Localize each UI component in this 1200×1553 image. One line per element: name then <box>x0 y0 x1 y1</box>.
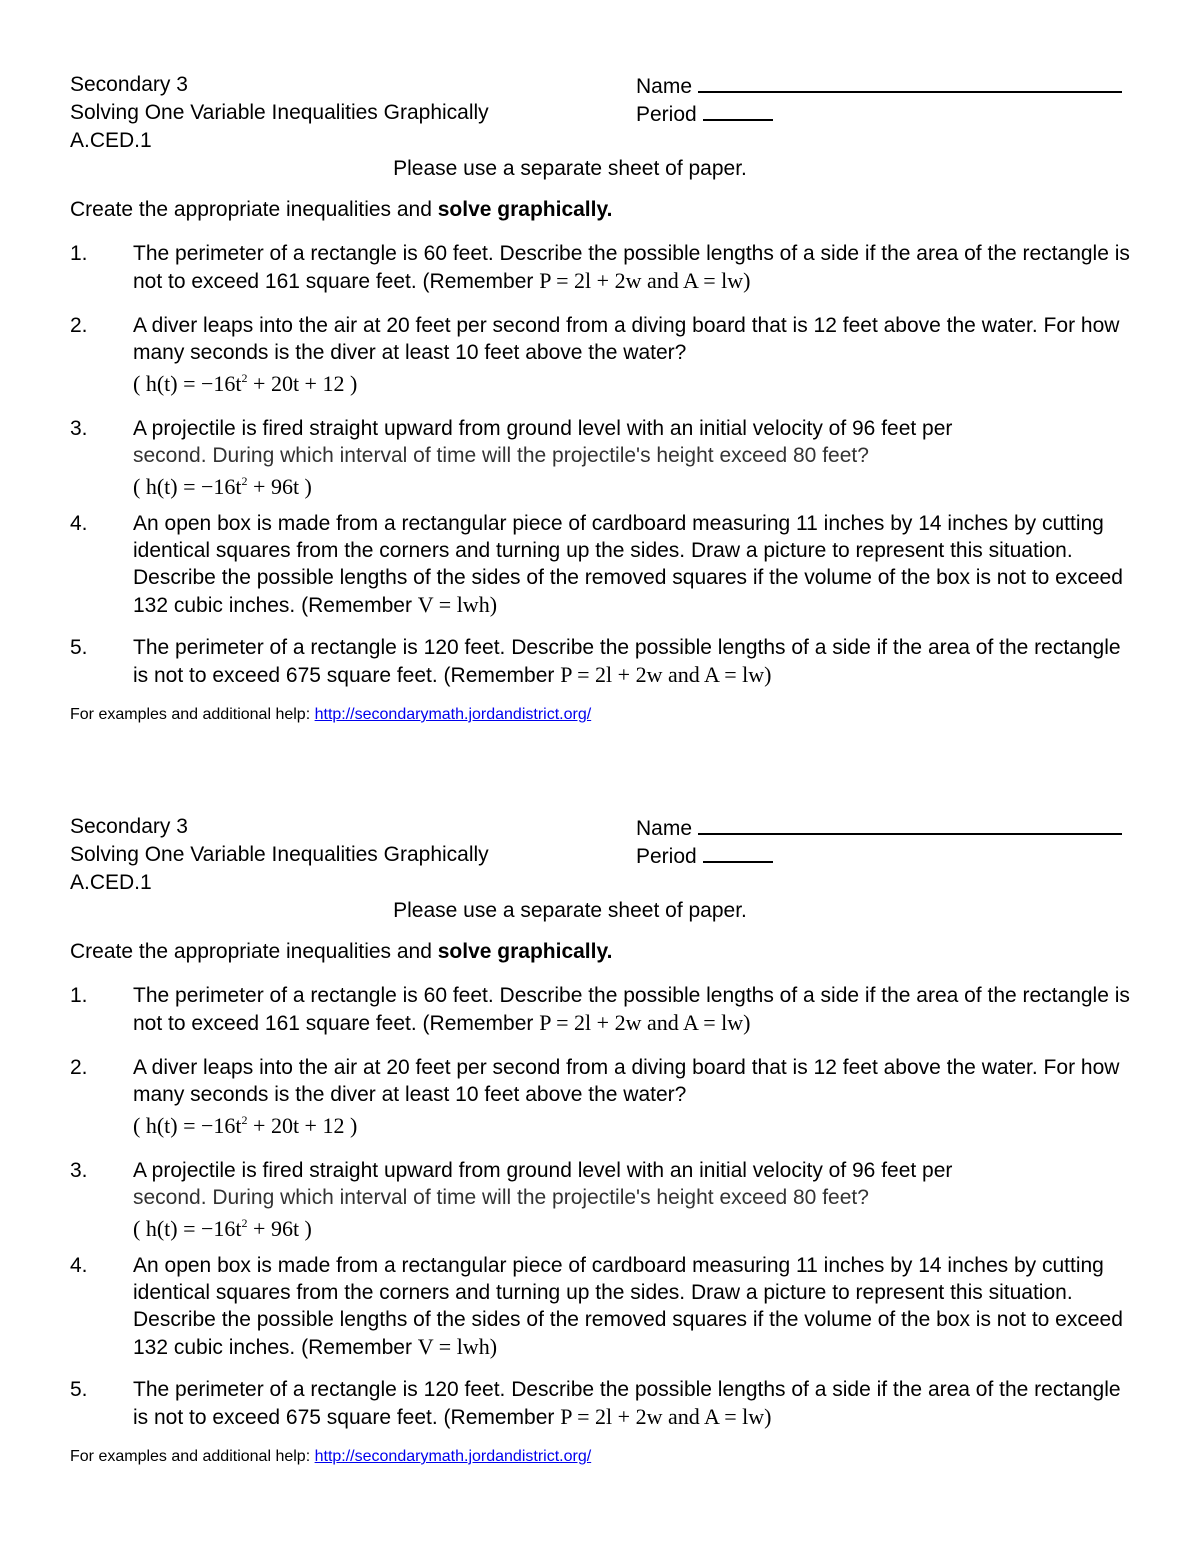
question-text: An open box is made from a rectangular piece of cardboard measuring 11 inches by 14 inches by cutting identical squares from the corners and turning up the sides. Draw a picture to represent this situation. Describe the possible lengths of the sides of the removed squares if the volume of the box is not to exceed 132 cubic inches. (Remember <box>133 1254 1123 1359</box>
question-text-continued: second. During which interval of time will the projectile's height exceed 80 feet? <box>133 1186 869 1209</box>
worksheet-header <box>70 813 1140 895</box>
question-5 <box>70 634 1140 689</box>
question-number: 4. <box>70 1254 88 1277</box>
formula: ( $h(t) = -16t^2 + 20t + 12$ ) <box>133 1113 358 1138</box>
name-blank[interactable] <box>698 71 1122 93</box>
help-footer <box>70 701 1140 728</box>
question-text: A diver leaps into the air at 20 feet per second from a diving board that is 12 feet above the water. For how many seconds is the diver at least 10 feet above the water? <box>133 1056 1120 1106</box>
formula: ( $h(t) = -16t^2 + 20t + 12$ ) <box>133 371 358 396</box>
worksheet-title: Solving One Variable Inequalities Graphically <box>70 843 489 866</box>
question-2 <box>70 312 1140 397</box>
period-field[interactable] <box>636 99 773 128</box>
paper-note: Please use a separate sheet of paper. <box>393 157 747 180</box>
worksheet-2 <box>70 813 1140 1470</box>
formula: V = lwh) <box>417 592 498 617</box>
question-number: 3. <box>70 1159 88 1182</box>
formula: P = 2l + 2w and A = lw) <box>539 268 751 293</box>
help-label: For examples and additional help: <box>70 1448 315 1465</box>
question-number: 5. <box>70 1378 88 1401</box>
question-text: A diver leaps into the air at 20 feet per second from a diving board that is 12 feet above the water. For how many seconds is the diver at least 10 feet above the water? <box>133 314 1120 364</box>
question-text-continued: second. During which interval of time will the projectile's height exceed 80 feet? <box>133 444 869 467</box>
period-label: Period <box>636 845 697 868</box>
course-label: Secondary 3 <box>70 73 188 96</box>
question-3 <box>70 415 1140 500</box>
course-label: Secondary 3 <box>70 815 188 838</box>
help-footer <box>70 1443 1140 1470</box>
question-number: 2. <box>70 314 88 337</box>
help-link[interactable]: http://secondarymath.jordandistrict.org/ <box>314 1448 592 1465</box>
worksheet-1 <box>70 71 1140 728</box>
formula: ( $h(t) = -16t^2 + 96t$ ) <box>133 474 312 499</box>
standard-code: A.CED.1 <box>70 871 152 894</box>
question-number: 2. <box>70 1056 88 1079</box>
question-text: A projectile is fired straight upward from ground level with an initial velocity of 96 feet per <box>133 1159 953 1182</box>
period-blank[interactable] <box>703 841 773 863</box>
question-4 <box>70 1252 1140 1361</box>
formula: P = 2l + 2w and A = lw) <box>560 662 772 687</box>
question-number: 1. <box>70 242 88 265</box>
worksheet-header <box>70 71 1140 153</box>
standard-code: A.CED.1 <box>70 129 152 152</box>
question-3 <box>70 1157 1140 1242</box>
period-field[interactable] <box>636 841 773 870</box>
question-text: The perimeter of a rectangle is 60 feet. Describe the possible lengths of a side if the area of the rectangle is not to exceed 161 square feet. (Remember <box>133 984 1130 1035</box>
name-label: Name <box>636 817 693 840</box>
formula: P = 2l + 2w and A = lw) <box>560 1404 772 1429</box>
instructions: Create the appropriate inequalities and solve graphically. <box>70 940 613 963</box>
question-text: The perimeter of a rectangle is 120 feet. Describe the possible lengths of a side if the area of the rectangle is not to exceed 675 square feet. (Remember <box>133 1378 1121 1429</box>
question-number: 3. <box>70 417 88 440</box>
question-2 <box>70 1054 1140 1139</box>
question-number: 5. <box>70 636 88 659</box>
name-field[interactable] <box>636 71 1122 100</box>
question-text: An open box is made from a rectangular piece of cardboard measuring 11 inches by 14 inches by cutting identical squares from the corners and turning up the sides. Draw a picture to represent this situation. Describe the possible lengths of the sides of the removed squares if the volume of the box is not to exceed 132 cubic inches. (Remember <box>133 512 1123 617</box>
help-link[interactable]: http://secondarymath.jordandistrict.org/ <box>314 706 592 723</box>
help-label: For examples and additional help: <box>70 706 315 723</box>
name-label: Name <box>636 75 693 98</box>
paper-note: Please use a separate sheet of paper. <box>393 899 747 922</box>
question-5 <box>70 1376 1140 1431</box>
question-number: 1. <box>70 984 88 1007</box>
question-1 <box>70 240 1140 295</box>
question-text: A projectile is fired straight upward from ground level with an initial velocity of 96 feet per <box>133 417 953 440</box>
period-blank[interactable] <box>703 99 773 121</box>
question-4 <box>70 510 1140 619</box>
question-number: 4. <box>70 512 88 535</box>
worksheet-title: Solving One Variable Inequalities Graphically <box>70 101 489 124</box>
period-label: Period <box>636 103 697 126</box>
name-blank[interactable] <box>698 813 1122 835</box>
formula: P = 2l + 2w and A = lw) <box>539 1010 751 1035</box>
question-1 <box>70 982 1140 1037</box>
formula: V = lwh) <box>417 1334 498 1359</box>
name-field[interactable] <box>636 813 1122 842</box>
question-text: The perimeter of a rectangle is 120 feet. Describe the possible lengths of a side if the area of the rectangle is not to exceed 675 square feet. (Remember <box>133 636 1121 687</box>
question-text: The perimeter of a rectangle is 60 feet. Describe the possible lengths of a side if the area of the rectangle is not to exceed 161 square feet. (Remember <box>133 242 1130 293</box>
formula: ( $h(t) = -16t^2 + 96t$ ) <box>133 1216 312 1241</box>
instructions: Create the appropriate inequalities and solve graphically. <box>70 198 613 221</box>
